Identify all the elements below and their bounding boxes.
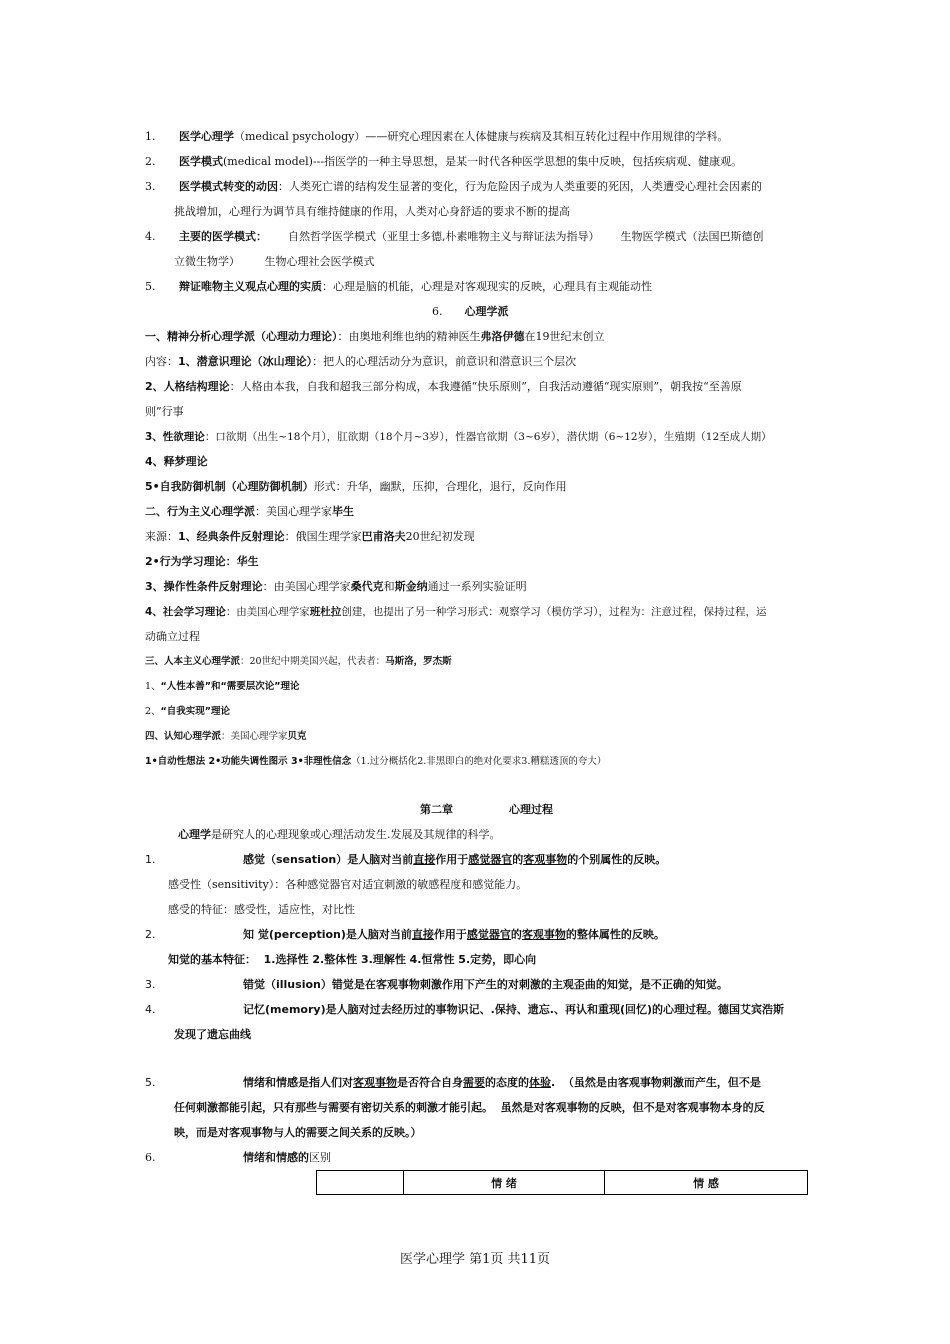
underlined-text: 感觉器官 (466, 928, 511, 941)
text: 记忆(memory)是人脑对过去经历过的事物识记、.保持、遗忘.、再认和重现(回忆)的心理过程。德国艾宾浩斯 (243, 1003, 785, 1016)
behaviorism-4-cont: 动确立过程 (145, 630, 200, 643)
bold-text: 桑代克 (350, 580, 384, 593)
chapter-intro (178, 828, 501, 842)
text: . （虽然是由客观事物刺激而产生，但不是 (551, 1076, 761, 1089)
bold-text: 5•自我防御机制（心理防御机制） (145, 480, 314, 493)
text: 创建，也提出了另一种学习形式：观察学习（模仿学习），过程为：注意过程，保持过程，运 (341, 606, 767, 618)
behaviorism-heading (145, 505, 354, 519)
concept-perception (145, 928, 665, 942)
bold-text: 斯金纳 (394, 580, 428, 593)
text: ：把人的心理活动分为意识，前意识和潜意识三个层次 (312, 355, 577, 368)
humanism-1 (145, 680, 300, 694)
concept-sensation (145, 853, 666, 867)
psychoanalysis-1 (145, 355, 576, 369)
text: 的 (510, 928, 522, 941)
chapter-number: 第二章 (420, 803, 453, 816)
cognitive-1 (145, 755, 606, 769)
bold-text: 1、经典条件反射理论 (178, 530, 285, 543)
item-number: 2. (145, 928, 156, 941)
text: ：20世纪中期美国兴起，代表者： (240, 656, 386, 667)
bold-text: 2•行为学习理论：华生 (145, 555, 259, 568)
item-3 (145, 180, 762, 194)
item-number: 5. (145, 1076, 156, 1089)
sensitivity-note: 感受性（sensitivity）：各种感觉器官对适宜刺激的敏感程度和感觉能力。 (168, 878, 528, 891)
concept-emotion-cont-1: 任何刺激都能引起，只有那些与需要有密切关系的刺激才能引起。 虽然是对客观事物的反映，但不是对客观事物本身的反 (174, 1101, 765, 1114)
text: 的态度的 (485, 1076, 529, 1089)
item-term: 医学心理学 (179, 130, 234, 143)
item-text: (medical model)---指医学的一种主导思想，是某一时代各种医学思想的集中反映，包括疾病观、健康观。 (223, 155, 743, 168)
behaviorism-3 (145, 580, 527, 594)
item-term: 主要的医学模式： (179, 230, 267, 243)
section-6-heading (432, 305, 509, 319)
psychoanalysis-5 (145, 480, 567, 494)
psychoanalysis-3 (145, 430, 772, 444)
page-footer: 医学心理学 第1页 共11页 (399, 1252, 551, 1267)
text: 是否符合自身 (397, 1076, 463, 1089)
text: 的 (512, 853, 524, 866)
bold-text: 3、操作性条件反射理论 (145, 580, 263, 593)
item-term: 医学模式转变的动因 (179, 180, 278, 193)
chapter-heading (420, 803, 553, 817)
table-header-emotion: 情 绪 (404, 1171, 605, 1195)
behaviorism-4 (145, 605, 767, 619)
text: 内容： (145, 355, 178, 368)
item-number: 3. (145, 180, 156, 193)
item-number: 4. (145, 230, 156, 243)
bold-text: 马斯洛，罗杰斯 (385, 656, 452, 667)
humanism-2 (145, 705, 230, 719)
item-4 (145, 230, 763, 244)
text: （1.过分概括化2.非黑即白的绝对化要求3.糟糕透顶的夸大） (351, 756, 607, 767)
section-title: 心理学派 (464, 305, 509, 318)
text: 是研究人的心理现象或心理活动发生.发展及其规律的科学。 (211, 828, 501, 841)
bold-text: “人性本善”和“需要层次论”理论 (160, 681, 300, 692)
concept-memory (145, 1003, 784, 1017)
bold-text: 一、精神分析心理学派（心理动力理论） (145, 330, 338, 343)
item-number: 2. (145, 155, 156, 168)
text: 1、 (145, 681, 161, 692)
text: 情绪和情感是指人们对 (243, 1076, 353, 1089)
text: 和 (383, 580, 395, 593)
bold-text: 2、人格结构理论 (145, 380, 230, 393)
item-4-cont: 立微生物学） 生物心理社会医学模式 (174, 255, 375, 268)
underlined-text: 感觉器官 (468, 853, 513, 866)
item-text: （medical psychology）——研究心理因素在人体健康与疾病及其相互转化过程中作用规律的学科。 (234, 130, 729, 143)
text: ：美国心理学家 (221, 731, 288, 742)
item-number: 4. (145, 1003, 156, 1016)
text: 20世纪初发现 (405, 530, 475, 543)
section-number: 6. (432, 305, 443, 318)
bold-text: 1•自动性想法 2•功能失调性图示 3•非理性信念 (145, 756, 352, 767)
bold-text: 毕生 (332, 505, 354, 518)
text: 通过一系列实验证明 (427, 580, 527, 593)
text: ：俄国生理学家 (284, 530, 362, 543)
bold-text: 情绪和情感的 (243, 1151, 309, 1164)
item-number: 1. (145, 853, 156, 866)
emotion-comparison-table (316, 1170, 808, 1195)
concept-illusion (145, 978, 728, 992)
item-number: 6. (145, 1151, 156, 1164)
item-term: 辩证唯物主义观点心理的实质 (179, 280, 322, 293)
psychoanalysis-heading (145, 330, 605, 344)
table-header-feeling: 情 感 (605, 1171, 808, 1195)
bold-text: 1、潜意识理论（冰山理论） (178, 355, 313, 368)
text: ：口欲期（出生~18个月），肛欲期（18个月~3岁），性器官欲期（3~6岁），潜伏期（6~12岁），生殖期（12至成人期） (204, 431, 772, 443)
item-2 (145, 155, 742, 169)
underlined-text: 客观事物 (523, 853, 568, 866)
item-number: 3. (145, 978, 156, 991)
bold-text: 二、行为主义心理学派 (145, 505, 255, 518)
text: ：由奥地利维也纳的精神医生 (337, 330, 481, 343)
bold-text: 巴甫洛夫 (361, 530, 406, 543)
concept-memory-cont: 发现了遗忘曲线 (174, 1028, 251, 1041)
text: 2、 (145, 706, 161, 717)
underlined-text: 客观事物 (353, 1076, 397, 1089)
table-header-row (317, 1171, 808, 1195)
item-text: 自然哲学医学模式（亚里士多德,朴素唯物主义与辩证法为指导） 生物医学模式（法国巴斯德创 (267, 230, 764, 243)
item-number: 1. (145, 130, 156, 143)
item-5 (145, 280, 652, 294)
item-3-cont: 挑战增加，心理行为调节具有维持健康的作用，人类对心身舒适的要求不断的提高 (174, 205, 570, 218)
text: 错觉（illusion）错觉是在客观事物刺激作用下产生的对刺激的主观歪曲的知觉，是不正确的知觉。 (243, 978, 728, 991)
perception-features: 知觉的基本特征： 1.选择性 2.整体性 3.理解性 4.恒常性 5.定势，即心向 (168, 953, 537, 966)
bold-text: 班杜拉 (309, 606, 342, 618)
bold-text: 心理学 (178, 828, 211, 841)
chapter-title: 心理过程 (509, 803, 553, 816)
underlined-text: 客观事物 (521, 928, 566, 941)
psychoanalysis-2 (145, 380, 742, 394)
underlined-text: 需要 (463, 1076, 485, 1089)
bold-text: 四、认知心理学派 (145, 731, 222, 742)
table-header-empty (317, 1171, 404, 1195)
text: 来源： (145, 530, 178, 543)
bold-text: 三、人本主义心理学派 (145, 656, 241, 667)
bold-text: 贝克 (287, 731, 307, 742)
concept-emotion-cont-2: 映，而是对客观事物与人的需要之间关系的反映。） (174, 1126, 422, 1139)
underlined-text: 体验 (529, 1076, 551, 1089)
concept-emotion (145, 1076, 761, 1090)
item-text: ：心理是脑的机能，心理是对客观现实的反映，心理具有主观能动性 (322, 280, 652, 293)
sensation-features: 感受的特征：感受性，适应性，对比性 (168, 903, 355, 916)
bold-text: 弗洛伊德 (480, 330, 525, 343)
text: ：美国心理学家 (255, 505, 332, 518)
item-number: 5. (145, 280, 156, 293)
text: 的整体属性的反映。 (565, 928, 665, 941)
text: 感觉（sensation）是人脑对当前 (243, 853, 414, 866)
text: 知 觉(perception)是人脑对当前 (243, 928, 412, 941)
bold-text: “自我实现”理论 (160, 706, 231, 717)
text: ：由美国心理学家 (262, 580, 351, 593)
psychoanalysis-2-cont: 则”行事 (145, 405, 184, 418)
bold-text: 4、社会学习理论 (145, 606, 226, 618)
bold-text: 3、性欲理论 (145, 431, 205, 443)
emotion-difference (145, 1151, 331, 1165)
item-term: 医学模式 (179, 155, 223, 168)
behaviorism-2 (145, 555, 259, 569)
underlined-text: 直接 (411, 928, 434, 941)
behaviorism-1 (145, 530, 475, 544)
underlined-text: 直接 (413, 853, 436, 866)
text: 在19世纪末创立 (524, 330, 605, 343)
text: ：人格由本我，自我和超我三部分构成，本我遵循“快乐原则”，自我活动遵循“现实原则”，朝我按“至善原 (229, 380, 742, 393)
psychoanalysis-4 (145, 455, 208, 469)
bold-text: 4、释梦理论 (145, 455, 208, 468)
humanism-heading (145, 655, 452, 669)
item-text: ：人类死亡谱的结构发生显著的变化，行为危险因子成为人类重要的死因，人类遭受心理社会因素的 (278, 180, 762, 193)
text: 区别 (309, 1151, 331, 1164)
text: 作用于 (435, 853, 469, 866)
item-1 (145, 130, 728, 144)
text: 的个别属性的反映。 (567, 853, 667, 866)
text: 形式：升华，幽默，压抑，合理化，退行，反向作用 (313, 480, 567, 493)
text: 作用于 (433, 928, 467, 941)
cognitive-heading (145, 730, 307, 744)
text: ：由美国心理学家 (225, 606, 310, 618)
